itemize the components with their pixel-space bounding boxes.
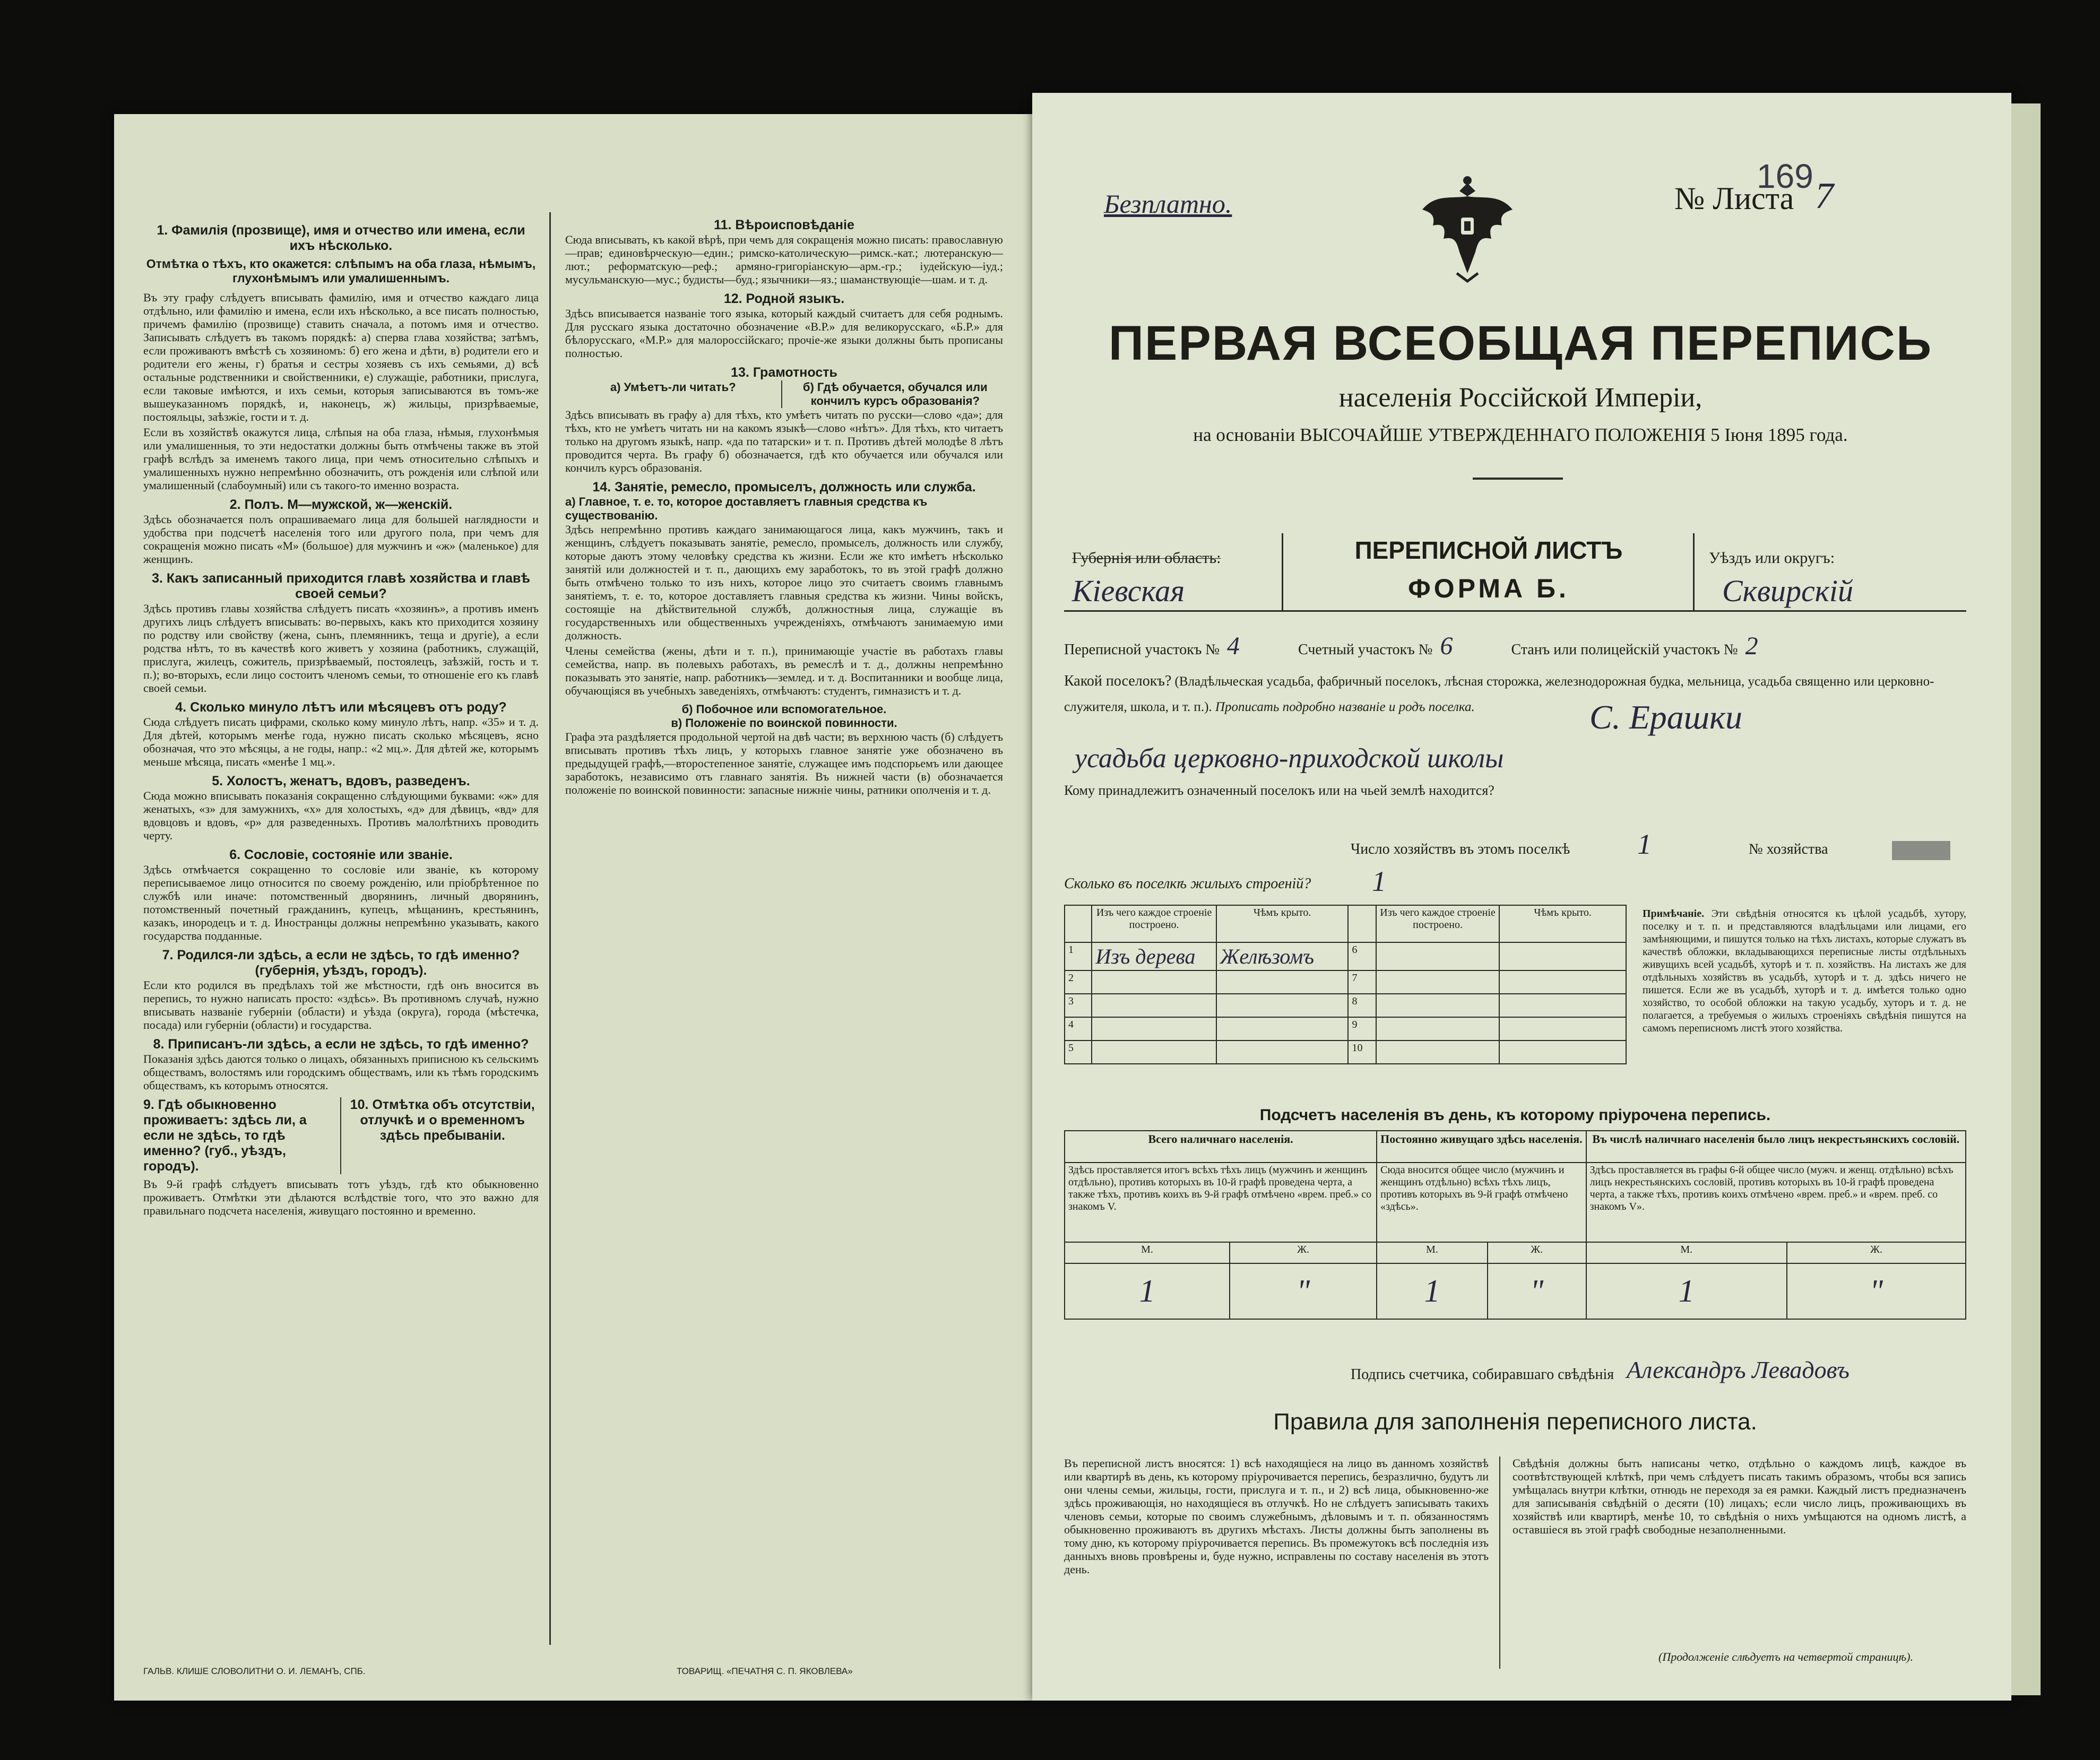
left-footer-imprint: ГАЛЬВ. КЛИШЕ СЛОВОЛИТНИ О. И. ЛЕМАНЪ, СПБ. [143, 1666, 366, 1676]
district-line [1064, 631, 1966, 661]
section-5-title: 5. Холостъ, женатъ, вдовъ, разведенъ. [212, 774, 470, 788]
buildings-note [1643, 907, 1966, 1035]
section-12-title: 12. Родной языкъ. [723, 291, 845, 306]
section-13b: б) Гдѣ обучается, обучался или кончилъ курсъ образованія? [802, 380, 988, 408]
population-count-table [1064, 1130, 1966, 1320]
count-header-permanent: Постоянно живущаго здѣсь населенія. [1377, 1131, 1586, 1163]
pencil-sheet-number: 169 [1757, 157, 1813, 195]
sections-9-10-header [143, 1097, 539, 1174]
buildings-header-roof-2: Чѣмъ крыто. [1499, 905, 1626, 942]
gubernia-value: Кіевская [1072, 574, 1185, 608]
rules-column-1: Въ переписной листъ вносятся: 1) всѣ находящіеся на лицо въ данномъ хозяйствѣ или квартирѣ въ день, къ которому пріурочивается перепись, безразлично, будутъ ли они члены семьи, жильцы, гости, прислуга и т. п., и 2) всѣ лица, обыкновенно-же здѣсь проживающія, но находящіеся въ отлучкѣ. Но не слѣдуетъ записывать такихъ членовъ семьи, которые по своимъ служебнымъ, дѣловымъ и т. п. обязанностямъ обыкновенно проживаютъ въ другихъ мѣстахъ. Листы должны быть заполнены въ тому дню, къ которому пріурочивается перепись. Въ промежутокъ всѣ последнія изъ данныхъ вновь провѣрены и, буде нужно, исправлены по составу населенія въ этотъ день. [1064, 1456, 1489, 1576]
buildings-label: Сколько въ поселкѣ жилыхъ строеній? [1064, 875, 1311, 892]
right-footer-imprint: ТОВАРИЩ. «ПЕЧАТНЯ С. П. ЯКОВЛЕВА» [677, 1666, 853, 1676]
instructions-column-1 [143, 223, 539, 1217]
building-row-number: 4 [1065, 1017, 1092, 1041]
col-female: Ж. [1230, 1242, 1377, 1263]
uezd-value: Сквирскій [1722, 574, 1853, 608]
section-2-title: 2. Полъ. М—мужской, ж—женскій. [229, 497, 453, 512]
section-13-title: 13. Грамотность [731, 365, 837, 380]
settlement-block [1064, 669, 1966, 720]
signature-value: Александръ Левадовъ [1627, 1356, 1850, 1383]
section-9-body: Въ 9-й графѣ слѣдуетъ вписывать тотъ уѣздъ, гдѣ кто обыкновенно проживаетъ. Отмѣтки эти дѣлаются вслѣдствіе того, что это важно для правильнаго подсчета населенія, живущаго постоянно и временно. [143, 1177, 539, 1217]
free-label: Безплатно. [1104, 189, 1232, 219]
signature-label: Подпись счетчика, собиравшаго свѣдѣнія [1351, 1366, 1614, 1383]
gubernia-label: Губернія или область: [1072, 549, 1221, 567]
section-14-body-2: Члены семейства (жены, дѣти и т. п.), принимающіе участіе въ работахъ главы семейства, напр. въ полевыхъ работахъ, въ ремеслѣ и т. д., должны непремѣнно показывать это занятіе, напр. работникъ—землед. и т. д. Воспитанники и вообще лица, обучающіяся въ учебныхъ заведеніяхъ, отмѣчаютъ: студентъ, гимназистъ и т. д. [565, 644, 1003, 697]
section-8-body: Показанія здѣсь даются только о лицахъ, обязанныхъ приписною къ сельскимъ обществамъ, волостямъ или городскимъ обществамъ, или къ тѣмъ городскимъ обществамъ, къ которымъ относятся. [143, 1052, 539, 1092]
column-divider [549, 212, 551, 1645]
count-desc-permanent: Сюда вносится общее число (мужчинъ и женщинъ отдѣльно) всѣхъ тѣхъ лицъ, противъ которыхъ въ 9-й графѣ отмѣчено «здѣсь». [1377, 1163, 1586, 1242]
section-3-body: Здѣсь противъ главы хозяйства слѣдуетъ писать «хозяинъ», а противъ именъ другихъ лицъ слѣдуетъ вписывать: во-первыхъ, какъ кто приходится хозяину по родству или свойству (жена, сынъ, племянникъ, теща и другіе), а если родства нѣтъ, то въ качествѣ кого живетъ у хозяина (работникъ, служащій, прислуга, жилецъ, сожитель, призрѣваемый, постоялецъ, заѣзжій, гость и т. п.); во-вторыхъ, если лицо состоитъ членомъ семьи, то отношеніе его къ главѣ своей семьи. [143, 602, 539, 695]
section-1-note: Отмѣтка о тѣхъ, кто окажется: слѣпымъ на оба глаза, нѣмымъ, глухонѣмымъ или умалишеннымъ. [146, 257, 536, 285]
permanent-female-value: " [1488, 1263, 1586, 1319]
col-female: Ж. [1787, 1242, 1966, 1263]
building-row-number: 6 [1348, 942, 1376, 970]
district-value: 4 [1227, 632, 1240, 660]
building-1-material: Изъ дерева [1092, 942, 1216, 970]
sheet-number-value: 7 [1815, 176, 1834, 216]
continued-note: (Продолженіе слѣдуетъ на четвертой страницѣ). [1658, 1650, 1913, 1663]
stan-value: 2 [1745, 632, 1758, 660]
section-2-body: Здѣсь обозначается полъ опрашиваемаго лица для большей наглядности и удобства при подсчетѣ населенія того или другого пола, при чемъ для сокращенія можно писать «М» (большое) для мужчинъ и «ж» (маленькое) для женщинъ. [143, 513, 539, 566]
section-6-body: Здѣсь отмѣчается сокращенно то сословіе или званіе, къ которому переписываемое лицо относится по своему рожденію, или пріобрѣтенное по службѣ или иначе: потомственный дворянинъ, личный дворянинъ, потомственный почетный гражданинъ, купецъ, мѣщанинъ, крестьянинъ, казакъ, инородецъ и т. д. Иностранцы должны непремѣнно указывать, какого государства подданные. [143, 863, 539, 942]
rules-divider [1499, 1456, 1500, 1669]
title-rule [1473, 478, 1563, 480]
imperial-eagle-emblem [1414, 172, 1520, 284]
section-12-body: Здѣсь вписывается названіе того языка, который каждый считаетъ для себя роднымъ. Для русскаго языка достаточно обозначение «В.Р.» для великорусскаго, «Б.Р.» для бѣлорусскаго, «М.Р.» для малороссійскаго; прочіе-же языки должны быть прописаны полностью. [565, 307, 1003, 360]
settlement-note: (Владѣльческая усадьба, фабричный поселокъ, лѣсная сторожка, железнодорожная будка, мельница, усадьба священно или церковно-служителя, школа, и т. п.). [1064, 674, 1934, 714]
section-3-title: 3. Какъ записанный приходится главѣ хозяйства и главѣ своей семьи? [152, 571, 530, 601]
rules-column-2: Свѣдѣнія должны быть написаны четко, отдѣльно о каждомъ лицѣ, каждое въ соотвѣтствующей клѣткѣ, при чемъ слѣдуетъ писать такимъ образомъ, чтобы вся запись умѣщалась внутри клѣтки, отнюдь не переходя за ея рамки. Каждый листъ предназначенъ для записыванія свѣдѣній о десяти (10) лицахъ; если число лицъ, проживающихъ въ хозяйствѣ или квартирѣ, менѣе 10, то свѣдѣнія о нихъ умѣщаются на одномъ листѣ, а оставшіеся въ этой графѣ свободные незаполненными. [1513, 1456, 1966, 1536]
household-number-label: № хозяйства [1749, 841, 1828, 857]
section-1-body: Въ эту графу слѣдуетъ вписывать фамилію, имя и отчество каждаго лица отдѣльно, или фамилію и имена, если ихъ нѣсколько, а все писать полностью, причемъ фамилію (прозвище) ставить сначала, а потомъ имя и отчество. Записывать слѣдуетъ въ такомъ порядкѣ: а) сперва глава хозяйства; затѣмъ, если проживаютъ вмѣстѣ съ хозяиномъ: б) его жена и дѣти, в) родители его и родители его жены, г) братья и сестры хозяевъ съ ихъ семьями, д) всѣ остальные родственники и свойственники, е) служащіе, работники, прислуга, если таковые имѣются, и ихъ семьи, которыя записываются въ томъ-же вышеуказанномъ порядкѣ, и, наконецъ, ж) жильцы, призрѣваемые, постояльцы, заѣзжіе, гости и т. д. [143, 291, 539, 423]
non-peasant-female-value: " [1787, 1263, 1966, 1319]
buildings-header-material-2: Изъ чего каждое строеніе построено. [1376, 905, 1500, 942]
permanent-male-value: 1 [1377, 1263, 1488, 1319]
section-14-body-3: Графа эта раздѣляется продольной чертой на двѣ части; въ верхнюю часть (б) слѣдуетъ вписывать противъ тѣхъ лицъ, у которыхъ главное занятіе уже обозначено въ предыдущей графѣ,—второстепенное занятіе, служащее имъ подспорьемъ или дающее заработокъ, независимо отъ главнаго занятія. Въ нижней части (в) обозначается положеніе по воинской повинности: запасные нижніе чины, ратники ополченія и т. д. [565, 730, 1003, 796]
owner-label: Кому принадлежитъ означенный поселокъ или на чьей землѣ находится? [1064, 783, 1494, 798]
total-female-value: " [1230, 1263, 1377, 1319]
census-form-page [1032, 93, 2011, 1701]
households-value: 1 [1637, 828, 1652, 860]
section-4-body: Сюда слѣдуетъ писать цифрами, сколько кому минуло лѣтъ, напр. «35» и т. д. Для дѣтей, которымъ менѣе года, нужно писать сколько мѣсяцевъ, ясно обозначая, что это мѣсяцы, а не годы, напр.: «2 мц.». Для дѣтей же, которымъ меньше мѣсяца, писать «менѣе 1 мц.». [143, 715, 539, 768]
instructions-column-2 [565, 218, 1003, 796]
section-14a: а) Главное, т. е. то, которое доставляетъ главныя средства къ существованію. [565, 495, 928, 522]
header-divider-left [1282, 533, 1283, 610]
district-label: Переписной участокъ № [1064, 641, 1220, 658]
building-1-roof: Желѣзомъ [1216, 942, 1349, 970]
households-label: Число хозяйствъ въ этомъ поселкѣ [1351, 841, 1570, 857]
col-male: М. [1377, 1242, 1488, 1263]
count-district-label: Счетный участокъ № [1298, 641, 1433, 658]
main-subtitle: населенія Россійской Имперіи, [1338, 383, 1703, 413]
count-header-total: Всего наличнаго населенія. [1065, 1131, 1377, 1163]
building-row-number: 3 [1065, 994, 1092, 1017]
legal-basis: на основаніи ВЫСОЧАЙШЕ УТВЕРЖДЕННАГО ПОЛОЖЕНІЯ 5 Іюня 1895 года. [1193, 424, 1848, 445]
population-count-title: Подсчетъ населенія въ день, къ которому пріурочена перепись. [1259, 1106, 1771, 1124]
section-5-body: Сюда можно вписывать показанія сокращенно слѣдующими буквами: «ж» для женатыхъ, «з» для замужнихъ, «х» для холостыхъ, «д» для дѣвицъ, «вд» для вдовцовъ и вдовъ, «р» для разведенныхъ. Противъ малолѣтнихъ проводить черту. [143, 789, 539, 842]
non-peasant-male-value: 1 [1586, 1263, 1787, 1319]
section-14-body: Здѣсь непремѣнно противъ каждаго занимающагося лица, какъ мужчинъ, такъ и женщинъ, слѣдуетъ показывать занятіе, ремесло, промыселъ, должность или службу, которые даютъ этому человѣку средства къ жизни. Если же кто имѣетъ нѣсколько занятій или должностей и т. п., дающихъ ему заработокъ, то въ этой графѣ должно быть отмѣчено только то изъ нихъ, которое лицо это считаетъ своимъ главнымъ занятіемъ, т. е. то, которое доставляетъ главныя средства къ жизни. Чины войскъ, состоящіе на дѣйствительной службѣ, должностныя лица, служащіе въ государственныхъ или общественныхъ учрежденіяхъ, отмѣчаютъ занимаемую ими должность. [565, 523, 1003, 642]
form-subtitle: ФОРМА Б. [1408, 574, 1569, 603]
buildings-header-material: Изъ чего каждое строеніе построено. [1092, 905, 1216, 942]
settlement-instruction: Прописать подробно названіе и родъ поселка. [1215, 700, 1475, 714]
main-title: ПЕРВАЯ ВСЕОБЩАЯ ПЕРЕПИСЬ [1108, 316, 1933, 370]
section-11-body: Сюда вписывать, къ какой вѣрѣ, при чемъ для сокращенія можно писать: православную—прав; единовѣрческую—един.; римско-католическую—римск.-кат.; лютеранскую—лют.; реформатскую—реф.; армяно-григоріанскую—арм.-гр.; іудейскую—іуд.; мусульманскую—мус.; будисты—буд.; язычники—яз.; шаманствующіе—шам. и т. д. [565, 233, 1003, 286]
section-7-body: Если кто родился въ предѣлахъ той же мѣстности, гдѣ онъ вносится въ перепись, то нужно написать просто: «здѣсь». Въ противномъ случаѣ, нужно вписывать названіе губерніи (области) и уѣзда (округа), города (мѣстечка, посада) или губерніи (области) и государства. [143, 978, 539, 1031]
section-13a: а) Умѣетъ-ли читать? [565, 380, 782, 408]
building-row-number: 10 [1348, 1041, 1376, 1064]
section-8-title: 8. Приписанъ-ли здѣсь, а если не здѣсь, то гдѣ именно? [153, 1037, 529, 1052]
stan-label: Станъ или полицейскій участокъ № [1511, 641, 1738, 658]
section-7-title: 7. Родился-ли здѣсь, а если не здѣсь, то гдѣ именно? (губернія, уѣздъ, городъ). [162, 948, 520, 978]
section-4-title: 4. Сколько минуло лѣтъ или мѣсяцевъ отъ роду? [175, 700, 507, 715]
col-male: М. [1065, 1242, 1230, 1263]
section-9-title: 9. Гдѣ обыкновенно проживаетъ: здѣсь ли, а если не здѣсь, то гдѣ именно? (губ., уѣздъ, городъ). [143, 1097, 341, 1174]
page-stack-edge [2011, 103, 2041, 1695]
form-title: ПЕРЕПИСНОЙ ЛИСТЪ [1354, 536, 1623, 564]
count-desc-total: Здѣсь проставляется итогъ всѣхъ тѣхъ лицъ (мужчинъ и женщинъ отдѣльно), противъ которыхъ въ 10-й графѣ проведена черта, а также тѣхъ, противъ коихъ въ 9-й графѣ отмѣчено «врем. преб.» со знакомъ V. [1065, 1163, 1377, 1242]
section-6-title: 6. Сословіе, состояніе или званіе. [229, 847, 453, 862]
building-row-number: 7 [1348, 970, 1376, 994]
settlement-value: С. Ерашки [1589, 698, 1743, 736]
redacted-household-number [1892, 841, 1950, 860]
note-title: Примѣчаніе. [1643, 908, 1705, 920]
buildings-header-roof: Чѣмъ крыто. [1216, 905, 1349, 942]
building-row-number: 1 [1065, 942, 1092, 970]
section-14-title: 14. Занятіе, ремесло, промыселъ, должность или служба. [592, 480, 976, 495]
total-male-value: 1 [1065, 1263, 1230, 1319]
header-divider-right [1693, 533, 1695, 610]
header-bottom-rule [1064, 610, 1966, 612]
col-female: Ж. [1488, 1242, 1586, 1263]
count-desc-non-peasant: Здѣсь проставляется въ графы 6-й общее число (мужч. и женщ. отдѣльно) всѣхъ лицъ некрестьянскихъ сословій, противъ которыхъ въ 10-й графѣ проведена черта, а также тѣхъ, противъ коихъ отмѣчено «врем. преб.» и «врем. преб. со знакомъ V». [1586, 1163, 1966, 1242]
section-13-subheads [565, 380, 1003, 408]
rules-title: Правила для заполненія переписного листа. [1273, 1409, 1757, 1435]
building-row-number: 5 [1065, 1041, 1092, 1064]
count-district-value: 6 [1440, 632, 1453, 660]
note-body: Эти свѣдѣнія относятся къ цѣлой усадьбѣ, хутору, поселку и т. п. и представляются владѣльцами или лицами, его замѣняющими, и пишутся только на тѣхъ листахъ, которые служатъ въ качествѣ обложки, вкладывающихся переписные листы отдѣльныхъ живущихъ всей усадьбѣ, хуторѣ и т. п. хозяйствъ. На листахъ же для отдѣльныхъ хозяйствъ въ усадьбѣ, хуторѣ и т. д. здѣсь ничего не пишется. Если же въ усадьбѣ, хуторѣ и т. д. имѣется только одно хозяйство, то особой обложки на такую усадьбу, хуторъ и т. д. не полагается, а требуемыя о жилыхъ строеніяхъ свѣдѣнія пишутся на самомъ переписномъ листѣ этого хозяйства. [1643, 908, 1967, 1034]
buildings-value: 1 [1372, 865, 1386, 897]
building-row-number: 8 [1348, 994, 1376, 1017]
count-header-non-peasant: Въ числѣ наличнаго населенія было лицъ некрестьянскихъ сословій. [1586, 1131, 1966, 1163]
section-10-title: 10. Отмѣтка объ отсутствіи, отлучкѣ и о временномъ здѣсь пребываніи. [350, 1097, 535, 1143]
building-row-number: 9 [1348, 1017, 1376, 1041]
census-instructions-page [114, 114, 1032, 1701]
settlement-label: Какой поселокъ? [1064, 673, 1172, 689]
section-1-body-2: Если въ хозяйствѣ окажутся лица, слѣпыя на оба глаза, нѣмыя, глухонѣмыя или умалишенныя, то эти недостатки должны быть отмѣчены также въ этой графѣ вслѣдъ за именемъ такого лица, при чемъ относительно слѣпыхъ и умалишенныхъ нужно непремѣнно обозначить, отъ рожденія или слѣпой или умалишенный (слабоумный) или съ такого-то именно возраста. [143, 426, 539, 492]
section-1-title: 1. Фамилія (прозвище), имя и отчество или имена, если ихъ нѣсколько. [157, 223, 525, 253]
section-14b: б) Побочное или вспомогательное. [681, 703, 887, 716]
section-14v: в) Положеніе по воинской повинности. [671, 716, 897, 730]
section-13-body: Здѣсь вписывать въ графу а) для тѣхъ, кто умѣетъ читать по русски—слово «да»; для тѣхъ, кто не умѣетъ читать ни на какомъ языкѣ—слово «нѣтъ». Для тѣхъ, кто читаетъ только на другомъ языкѣ, напр. «да по татарски» и т. п. Противъ дѣтей молодѣе 8 лѣтъ проводится черта. Въ графу б) обозначается, гдѣ кто обучается или обучался или кончилъ курсъ образованія. [565, 408, 1003, 474]
section-11-title: 11. Вѣроисповѣданіе [714, 218, 854, 232]
uezd-label: Уѣздъ или округъ: [1709, 549, 1835, 567]
sheet-number-label: № Листа [1674, 181, 1794, 216]
buildings-table [1064, 905, 1627, 1064]
col-male: М. [1586, 1242, 1787, 1263]
settlement-value-2: усадьба церковно-приходской школы [1075, 743, 1504, 774]
building-row-number: 2 [1065, 970, 1092, 994]
